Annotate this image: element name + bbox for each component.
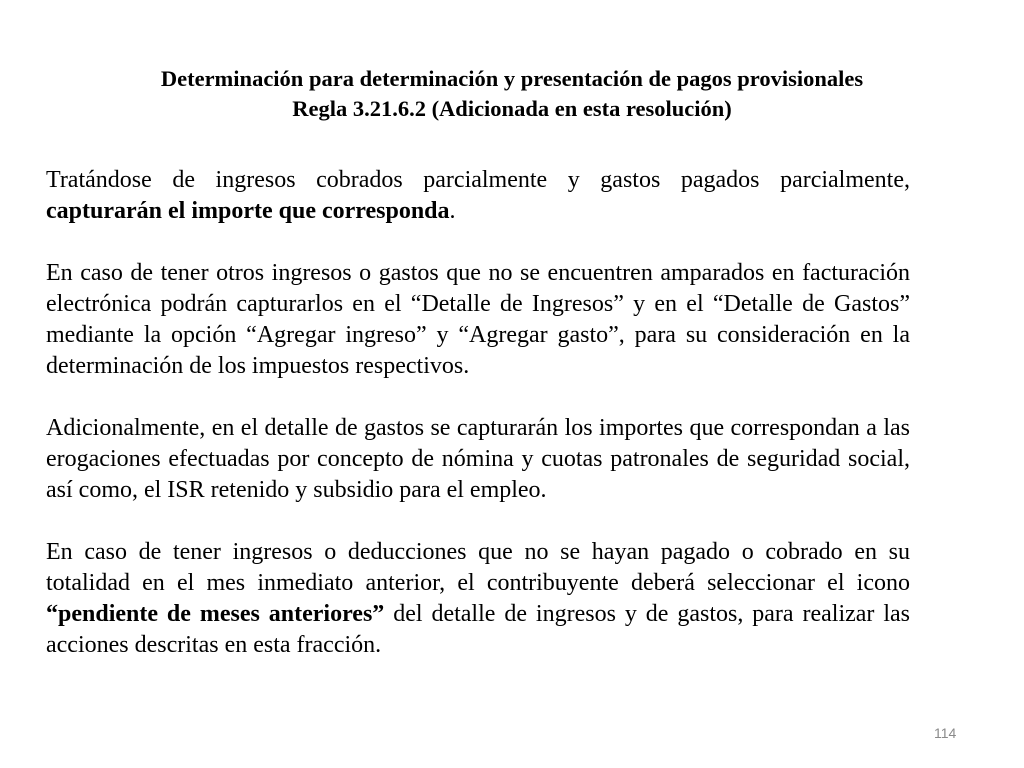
paragraph-text: En caso de tener ingresos o deducciones que no se hayan pagado o cobrado en su totalidad en el mes inmediato anterior, el contribuyente deberá seleccionar el icono	[46, 539, 910, 596]
paragraph-text: del detalle de ingresos y de gastos, para realizar las acciones descritas en esta fracción.	[46, 601, 910, 658]
paragraph-pending-months	[46, 537, 910, 661]
paragraph-bold-text: “pendiente de meses anteriores”	[46, 601, 385, 627]
paragraph-partial-payments	[46, 165, 910, 227]
paragraph-text: Adicionalmente, en el detalle de gastos se capturarán los importes que correspondan a las erogaciones efectuadas por concepto de nómina y cuotas patronales de seguridad social, así como, el ISR retenido y subsidio para el empleo.	[46, 415, 910, 503]
slide-body	[46, 165, 910, 661]
slide-title	[0, 64, 1024, 124]
paragraph-payroll-expenses	[46, 413, 910, 506]
paragraph-other-income	[46, 258, 910, 382]
paragraph-text: Tratándose de ingresos cobrados parcialmente y gastos pagados parcialmente,	[46, 167, 910, 193]
title-line-1: Determinación para determinación y presentación de pagos provisionales	[160, 66, 864, 91]
paragraph-text: .	[449, 198, 456, 224]
paragraph-bold-text: capturarán el importe que corresponda	[46, 198, 450, 224]
paragraph-text: En caso de tener otros ingresos o gastos que no se encuentren amparados en facturación electrónica podrán capturarlos en el “Detalle de Ingresos” y en el “Detalle de Gastos” mediante la opción “Agregar ingreso” y “Agregar gasto”, para su consideración en la determinación de los impuestos respectivos.	[46, 260, 910, 379]
title-line-2: Regla 3.21.6.2 (Adicionada en esta resolución)	[292, 96, 732, 121]
page-number: 114	[934, 725, 957, 741]
